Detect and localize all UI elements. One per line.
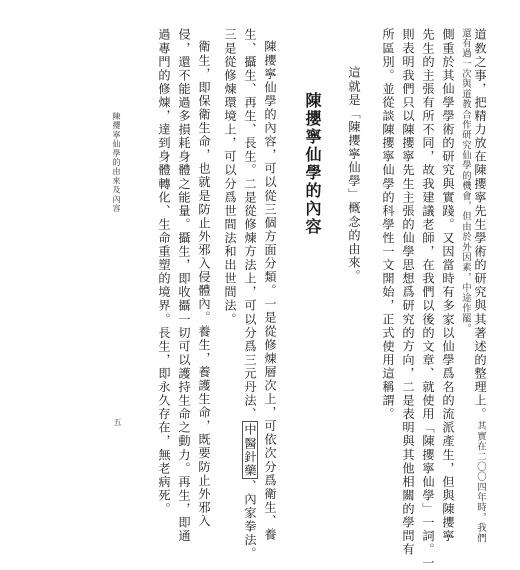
text-column [177, 28, 191, 543]
text-column [243, 28, 257, 561]
text-column [348, 66, 360, 458]
section-heading [304, 92, 320, 242]
text-segment: 先生的主張有所不同，故我建議老師，在我們以後的文章、就使用「陳攖寧仙學」一詞。一 [421, 28, 435, 570]
text-segment: 侵，還不能過多損耗身體之能量。攝生，即收攝一切可以護持生命之動力。再生，即通 [177, 28, 191, 543]
note-fragment: 其實在二〇〇四年時，我們 [475, 420, 486, 544]
text-segment: 道教之事，把精力放在陳攖寧先生學術的研究與其著述的整理上。 [473, 28, 487, 421]
section-heading-text: 陳攖寧仙學的內容 [303, 92, 322, 236]
text-column [401, 28, 415, 557]
text-segment: 這就是「陳攖寧仙學」概念的由來。 [347, 66, 361, 283]
page-number-text: 五 [113, 418, 122, 426]
boxed-term: 中醫針藥 [243, 422, 257, 478]
text-segment: 陳攖寧仙學的內容，可以從三個方面分類。一是從修煉層次上，可依次分爲衛生、養 [263, 40, 277, 542]
page-number [113, 418, 121, 434]
text-segment: 過專門的修煉，達到身體轉化、生命重塑的境界。長生，即永久存在，無老病死。 [157, 28, 171, 516]
text-column [473, 28, 487, 544]
text-segment: 、內家拳法。 [243, 479, 257, 561]
text-segment: 側重於其仙學學術的研究與實踐。又因當時有多家以仙學爲名的流派產生，但與陳攖寧 [441, 28, 455, 543]
text-column [421, 28, 435, 570]
text-column [441, 28, 455, 543]
text-column [157, 28, 171, 516]
text-segment: 則表明我們只以陳攖寧先生主張的仙學思想爲研究的方向，二是表明與其他相關的學問有 [401, 28, 415, 557]
text-segment: 衛生，即保衛生命，也就是防止外邪入侵體內。養生，養護生命，既要防止外邪入 [197, 40, 211, 528]
running-header-text: 陳攖寧仙學的由來及內容 [112, 112, 121, 214]
text-column [224, 28, 236, 458]
running-header [112, 112, 120, 282]
text-column [197, 40, 211, 528]
text-segment: 三是從修煉環境上，可以分爲世間法和出世間法。 [223, 28, 237, 327]
text-segment: 生、攝生、再生、長生。二是從修煉方法上，可以分爲三元丹法、 [243, 28, 257, 421]
text-segment: 所區別。並從談陳攖寧仙學的科學性一文開始，正式使用這稱謂。 [381, 28, 395, 421]
text-segment: 還有過一次與道教合作研究仙學的機會，但由於外因素，中途作罷。 [460, 28, 471, 334]
note-column [461, 28, 470, 458]
text-column [263, 40, 277, 542]
text-column [382, 28, 394, 458]
